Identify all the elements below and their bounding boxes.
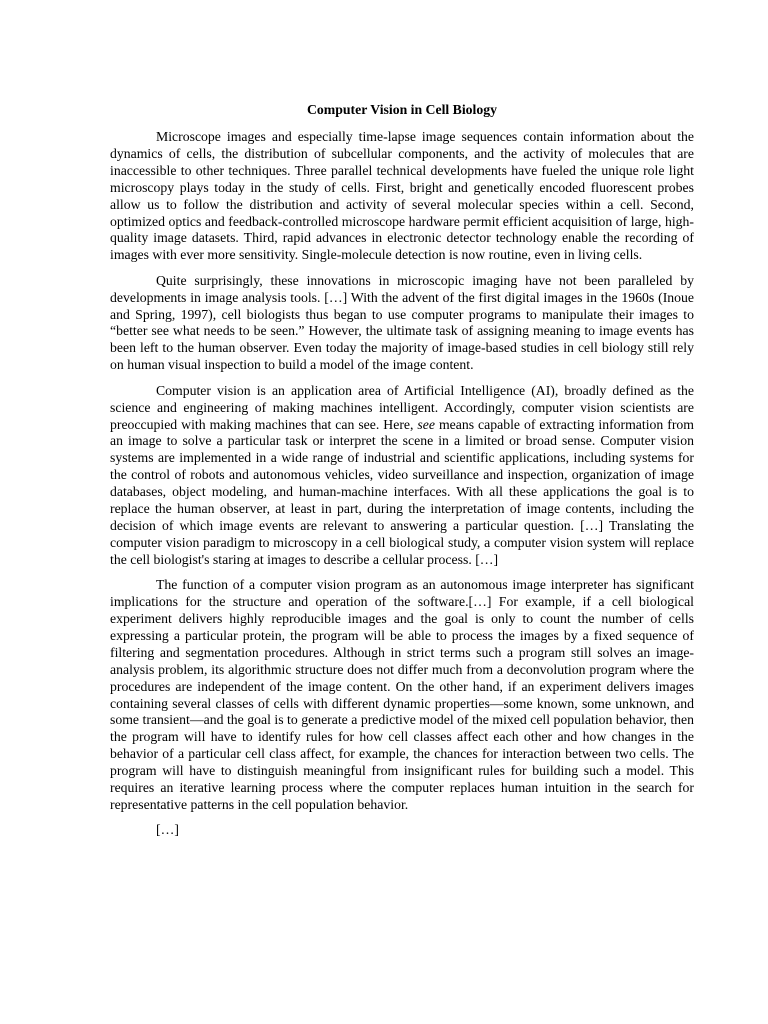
paragraph-3 [110,383,694,569]
emphasized-word-see: see [417,416,435,432]
document-page [110,101,694,839]
paragraph-3-text-start: Computer vision is an application area of Artificial Intelligence (AI), broadly defined as the science and engineering of making machines intelligent. Accordingly, computer vision scientists are preoccupied with making machines that can see. Here, [110,382,694,432]
paragraph-2 [110,273,694,374]
paragraph-1 [110,129,694,264]
paragraph-3-text-end: means capable of extracting information from an image to solve a particular task or interpret the scene in a limited or broad sense. Computer vision systems are implemented in a wide range of industrial and scientific applications, including systems for the control of robots and autonomous vehicles, video surveillance and inspection, organization of image databases, object modeling, and human-machine interfaces. With all these applications the goal is to replace the human observer, at least in part, during the interpretation of image contents, including the decision of which image events are relevant to answering a particular question. […] Translating the computer vision paradigm to microscopy in a cell biological study, a computer vision system will replace the cell biologist's staring at images to describe a cellular process. […] [110,416,694,567]
paragraph-4 [110,577,694,814]
paragraph-4-text: The function of a computer vision program as an autonomous image interpreter has significant implications for the structure and operation of the software.[…] For example, if a cell biological experiment delivers highly reproducible images and the goal is only to count the number of cells expressing a particular protein, the program will be able to process the images by a fixed sequence of filtering and segmentation procedures. Although in strict terms such a program still solves an image-analysis problem, its algorithmic structure does not differ much from a deconvolution program where the procedures are independent of the image content. On the other hand, if an experiment delivers images containing several classes of cells with different dynamic properties—some known, some unknown, and some transient—and the goal is to generate a predictive model of the mixed cell population behavior, then the program will have to identify rules for how cell classes affect each other and how changes in the behavior of a particular cell class affect, for example, the chances for interaction between two cells. The program will have to distinguish meaningful from insignificant rules for building such a model. This requires an iterative learning process where the computer replaces human intuition in the search for representative patterns in the cell population behavior. [110,577,694,812]
document-title: Computer Vision in Cell Biology [307,102,497,117]
paragraph-1-text: Microscope images and especially time-lapse image sequences contain information about the dynamics of cells, the distribution of subcellular components, and the activity of molecules that are inaccessible to other techniques. Three parallel technical developments have fueled the unique role light microscopy plays today in the study of cells. First, bright and genetically encoded fluorescent probes allow us to follow the distribution and activity of several molecular species within a cell. Second, optimized optics and feedback-controlled microscope hardware permit efficient acquisition of large, high-quality image datasets. Third, rapid advances in electronic detector technology enable the recording of images with ever more sensitivity. Single-molecule detection is now routine, even in living cells. [110,129,694,263]
closing-ellipsis: […] [156,822,179,838]
paragraph-2-text: Quite surprisingly, these innovations in microscopic imaging have not been paralleled by developments in image analysis tools. […] With the advent of the first digital images in the 1960s (Inoue and Spring, 1997), cell biologists thus began to use computer programs to manipulate their images to “better see what needs to be seen.” However, the ultimate task of assigning meaning to image events has been left to the human observer. Even today the majority of image-based studies in cell biology still rely on human visual inspection to build a model of the image content. [110,272,694,373]
